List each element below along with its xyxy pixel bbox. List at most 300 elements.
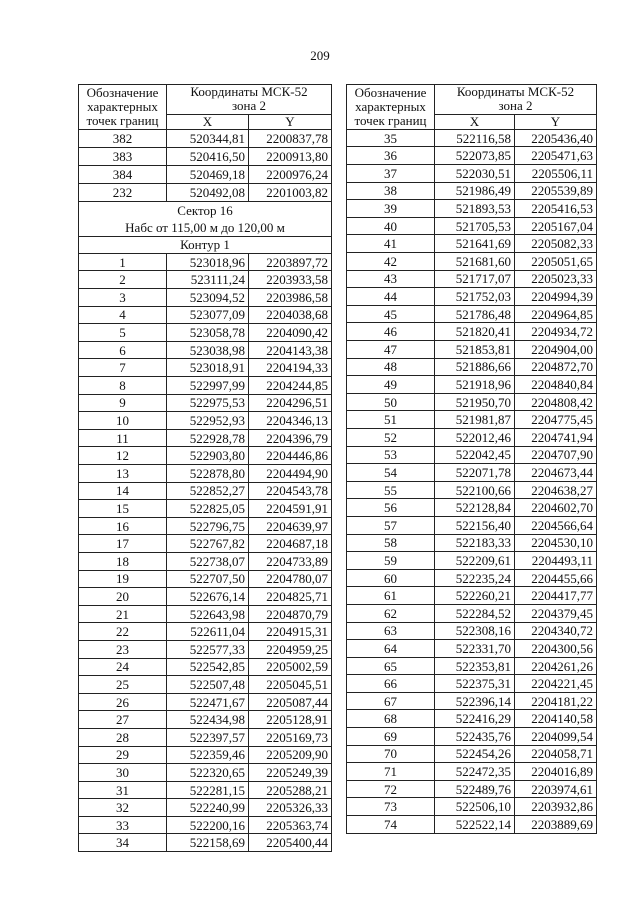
x-coordinate-cell: 522738,07	[167, 552, 249, 570]
point-number-cell: 14	[79, 482, 167, 500]
point-number-cell: 54	[347, 464, 435, 482]
y-coordinate-cell: 2203986,58	[249, 289, 332, 307]
x-coordinate-cell: 520416,50	[167, 147, 249, 165]
y-coordinate-cell: 2205023,33	[515, 270, 597, 288]
left-coordinates-table	[78, 84, 332, 852]
y-coordinate-cell: 2204099,54	[515, 728, 597, 746]
header-line: характерных	[355, 98, 426, 114]
header-line: зона 2	[498, 98, 533, 114]
y-coordinate-cell: 2203933,58	[249, 271, 332, 289]
point-number-cell: 58	[347, 534, 435, 552]
point-number-cell: 62	[347, 604, 435, 622]
header-line: точек границ	[354, 113, 427, 129]
x-coordinate-cell: 522454,26	[435, 745, 515, 763]
x-coordinate-cell: 522116,58	[435, 129, 515, 147]
header-line: Обозначение	[354, 84, 427, 100]
y-coordinate-cell: 2204038,68	[249, 306, 332, 324]
point-number-cell: 45	[347, 305, 435, 323]
table-row	[79, 552, 332, 570]
table-row	[79, 429, 332, 447]
table-row	[347, 411, 597, 429]
point-number-cell: 383	[79, 147, 167, 165]
point-designation-header	[79, 85, 167, 130]
point-number-cell: 8	[79, 377, 167, 395]
table-row	[79, 764, 332, 782]
y-coordinate-cell: 2204741,94	[515, 428, 597, 446]
point-number-cell: 23	[79, 640, 167, 658]
point-number-cell: 48	[347, 358, 435, 376]
contour-title: Контур 1	[79, 236, 332, 253]
table-row	[347, 446, 597, 464]
y-coordinate-cell: 2204808,42	[515, 393, 597, 411]
y-coordinate-cell: 2205082,33	[515, 235, 597, 253]
x-coordinate-cell: 522471,67	[167, 693, 249, 711]
y-coordinate-cell: 2205400,44	[249, 834, 332, 852]
x-coordinate-cell: 521981,87	[435, 411, 515, 429]
y-coordinate-cell: 2200913,80	[249, 147, 332, 165]
point-number-cell: 382	[79, 129, 167, 147]
x-coordinate-cell: 522260,21	[435, 587, 515, 605]
y-coordinate-cell: 2204140,58	[515, 710, 597, 728]
y-coordinate-cell: 2205363,74	[249, 816, 332, 834]
point-number-cell: 43	[347, 270, 435, 288]
table-row	[347, 481, 597, 499]
table-row	[79, 341, 332, 359]
x-coordinate-cell: 522100,66	[435, 481, 515, 499]
y-coordinate-cell: 2205436,40	[515, 129, 597, 147]
point-number-cell: 63	[347, 622, 435, 640]
y-coordinate-cell: 2204904,00	[515, 341, 597, 359]
point-number-cell: 13	[79, 465, 167, 483]
y-coordinate-cell: 2204455,66	[515, 569, 597, 587]
x-coordinate-cell: 522577,33	[167, 640, 249, 658]
y-coordinate-cell: 2205002,59	[249, 658, 332, 676]
y-coordinate-cell: 2204058,71	[515, 745, 597, 763]
point-number-cell: 17	[79, 535, 167, 553]
y-coordinate-cell: 2205051,65	[515, 253, 597, 271]
y-coordinate-cell: 2204446,86	[249, 447, 332, 465]
x-coordinate-cell: 522878,80	[167, 465, 249, 483]
table-row	[347, 569, 597, 587]
x-column-header: X	[167, 114, 249, 129]
table-row	[79, 640, 332, 658]
y-coordinate-cell: 2204417,77	[515, 587, 597, 605]
page-number: 209	[310, 48, 330, 63]
table-row	[79, 676, 332, 694]
point-number-cell: 61	[347, 587, 435, 605]
table-row	[79, 147, 332, 165]
point-number-cell: 1	[79, 253, 167, 271]
x-coordinate-cell: 522012,46	[435, 428, 515, 446]
x-coordinate-cell: 521717,07	[435, 270, 515, 288]
x-coordinate-cell: 523018,91	[167, 359, 249, 377]
table-row	[79, 711, 332, 729]
point-number-cell: 42	[347, 253, 435, 271]
x-coordinate-cell: 522472,35	[435, 763, 515, 781]
x-coordinate-cell: 522522,14	[435, 816, 515, 834]
x-coordinate-cell: 522353,81	[435, 657, 515, 675]
coordinates-header	[167, 85, 332, 115]
table-row	[347, 604, 597, 622]
y-coordinate-cell: 2204780,07	[249, 570, 332, 588]
table-row	[347, 816, 597, 834]
x-coordinate-cell: 522320,65	[167, 764, 249, 782]
point-number-cell: 232	[79, 183, 167, 201]
point-number-cell: 26	[79, 693, 167, 711]
x-coordinate-cell: 522284,52	[435, 604, 515, 622]
table-row	[347, 640, 597, 658]
y-coordinate-cell: 2205045,51	[249, 676, 332, 694]
y-coordinate-cell: 2204673,44	[515, 464, 597, 482]
table-row	[347, 270, 597, 288]
table-row	[79, 306, 332, 324]
x-coordinate-cell: 522375,31	[435, 675, 515, 693]
table-row	[79, 570, 332, 588]
x-coordinate-cell: 523111,24	[167, 271, 249, 289]
table-row	[347, 622, 597, 640]
x-coordinate-cell: 521705,53	[435, 217, 515, 235]
x-coordinate-cell: 523094,52	[167, 289, 249, 307]
y-coordinate-cell: 2204261,26	[515, 657, 597, 675]
point-number-cell: 51	[347, 411, 435, 429]
table-row	[79, 447, 332, 465]
y-coordinate-cell: 2204566,64	[515, 516, 597, 534]
x-coordinate-cell: 522235,24	[435, 569, 515, 587]
y-coordinate-cell: 2204543,78	[249, 482, 332, 500]
point-number-cell: 30	[79, 764, 167, 782]
x-coordinate-cell: 522416,29	[435, 710, 515, 728]
table-row	[347, 464, 597, 482]
table-header-row	[79, 85, 332, 115]
height-range: Набс от 115,00 м до 120,00 м	[79, 219, 332, 237]
y-coordinate-cell: 2204639,97	[249, 517, 332, 535]
table-row	[79, 412, 332, 430]
point-number-cell: 69	[347, 728, 435, 746]
header-line: Координаты МСК-52	[190, 84, 308, 99]
x-coordinate-cell: 523058,78	[167, 324, 249, 342]
y-coordinate-cell: 2204494,90	[249, 465, 332, 483]
table-row	[79, 834, 332, 852]
y-coordinate-cell: 2204934,72	[515, 323, 597, 341]
y-coordinate-cell: 2204244,85	[249, 377, 332, 395]
table-row	[347, 288, 597, 306]
point-number-cell: 29	[79, 746, 167, 764]
y-coordinate-cell: 2205087,44	[249, 693, 332, 711]
point-number-cell: 21	[79, 605, 167, 623]
x-coordinate-cell: 521641,69	[435, 235, 515, 253]
point-number-cell: 6	[79, 341, 167, 359]
point-number-cell: 57	[347, 516, 435, 534]
table-row	[79, 465, 332, 483]
y-coordinate-cell: 2205539,89	[515, 182, 597, 200]
point-number-cell: 41	[347, 235, 435, 253]
y-coordinate-cell: 2203897,72	[249, 253, 332, 271]
y-coordinate-cell: 2204493,11	[515, 552, 597, 570]
point-number-cell: 31	[79, 781, 167, 799]
table-row	[79, 394, 332, 412]
point-number-cell: 64	[347, 640, 435, 658]
table-row	[79, 253, 332, 271]
x-coordinate-cell: 522073,85	[435, 147, 515, 165]
table-row	[79, 183, 332, 201]
table-row	[79, 605, 332, 623]
point-number-cell: 65	[347, 657, 435, 675]
table-row	[347, 323, 597, 341]
y-coordinate-cell: 2204194,33	[249, 359, 332, 377]
table-row	[79, 658, 332, 676]
y-coordinate-cell: 2204296,51	[249, 394, 332, 412]
point-number-cell: 19	[79, 570, 167, 588]
y-coordinate-cell: 2205471,63	[515, 147, 597, 165]
x-coordinate-cell: 522903,80	[167, 447, 249, 465]
point-designation-header	[347, 85, 435, 130]
x-coordinate-cell: 521786,48	[435, 305, 515, 323]
x-coordinate-cell: 522796,75	[167, 517, 249, 535]
x-coordinate-cell: 521681,60	[435, 253, 515, 271]
table-row	[347, 235, 597, 253]
x-coordinate-cell: 522183,33	[435, 534, 515, 552]
x-coordinate-cell: 521820,41	[435, 323, 515, 341]
y-coordinate-cell: 2204346,13	[249, 412, 332, 430]
point-number-cell: 52	[347, 428, 435, 446]
point-number-cell: 74	[347, 816, 435, 834]
x-coordinate-cell: 521752,03	[435, 288, 515, 306]
table-row	[347, 182, 597, 200]
y-coordinate-cell: 2204872,70	[515, 358, 597, 376]
y-coordinate-cell: 2203974,61	[515, 780, 597, 798]
y-coordinate-cell: 2200837,78	[249, 129, 332, 147]
y-coordinate-cell: 2204221,45	[515, 675, 597, 693]
x-column-header: X	[435, 114, 515, 129]
table-row	[79, 799, 332, 817]
table-header-row	[347, 85, 597, 115]
table-row	[347, 499, 597, 517]
x-coordinate-cell: 520492,08	[167, 183, 249, 201]
x-coordinate-cell: 522611,04	[167, 623, 249, 641]
y-coordinate-cell: 2204530,10	[515, 534, 597, 552]
point-number-cell: 38	[347, 182, 435, 200]
table-row	[347, 534, 597, 552]
x-coordinate-cell: 520344,81	[167, 129, 249, 147]
y-coordinate-cell: 2204775,45	[515, 411, 597, 429]
x-coordinate-cell: 521918,96	[435, 376, 515, 394]
y-coordinate-cell: 2204090,42	[249, 324, 332, 342]
y-coordinate-cell: 2204591,91	[249, 500, 332, 518]
point-number-cell: 50	[347, 393, 435, 411]
point-number-cell: 68	[347, 710, 435, 728]
y-coordinate-cell: 2204825,71	[249, 588, 332, 606]
coordinates-header	[435, 85, 597, 115]
y-column-header: Y	[249, 114, 332, 129]
sector-title: Сектор 16	[79, 201, 332, 219]
point-number-cell: 36	[347, 147, 435, 165]
x-coordinate-cell: 522506,10	[435, 798, 515, 816]
point-number-cell: 59	[347, 552, 435, 570]
table-row	[347, 710, 597, 728]
sector-title-row	[79, 201, 332, 219]
x-coordinate-cell: 522434,98	[167, 711, 249, 729]
y-coordinate-cell: 2204840,84	[515, 376, 597, 394]
x-coordinate-cell: 522542,85	[167, 658, 249, 676]
x-coordinate-cell: 522359,46	[167, 746, 249, 764]
table-row	[347, 728, 597, 746]
y-coordinate-cell: 2205416,53	[515, 200, 597, 218]
table-row	[79, 359, 332, 377]
point-number-cell: 60	[347, 569, 435, 587]
point-number-cell: 39	[347, 200, 435, 218]
point-number-cell: 34	[79, 834, 167, 852]
table-row	[347, 587, 597, 605]
x-coordinate-cell: 522643,98	[167, 605, 249, 623]
table-row	[347, 217, 597, 235]
y-coordinate-cell: 2203889,69	[515, 816, 597, 834]
table-row	[79, 728, 332, 746]
y-coordinate-cell: 2204300,56	[515, 640, 597, 658]
point-number-cell: 18	[79, 552, 167, 570]
y-coordinate-cell: 2200976,24	[249, 165, 332, 183]
x-coordinate-cell: 522128,84	[435, 499, 515, 517]
x-coordinate-cell: 521950,70	[435, 393, 515, 411]
y-coordinate-cell: 2204959,25	[249, 640, 332, 658]
point-number-cell: 55	[347, 481, 435, 499]
x-coordinate-cell: 522240,99	[167, 799, 249, 817]
point-number-cell: 4	[79, 306, 167, 324]
header-line: Обозначение	[86, 84, 159, 100]
height-range-row	[79, 219, 332, 237]
header-line: точек границ	[86, 113, 159, 129]
table-row	[79, 746, 332, 764]
table-row	[347, 165, 597, 183]
table-row	[347, 393, 597, 411]
point-number-cell: 33	[79, 816, 167, 834]
point-number-cell: 56	[347, 499, 435, 517]
y-coordinate-cell: 2204707,90	[515, 446, 597, 464]
x-coordinate-cell: 522507,48	[167, 676, 249, 694]
x-coordinate-cell: 522952,93	[167, 412, 249, 430]
table-row	[79, 781, 332, 799]
table-row	[347, 129, 597, 147]
x-coordinate-cell: 522209,61	[435, 552, 515, 570]
point-number-cell: 7	[79, 359, 167, 377]
point-number-cell: 10	[79, 412, 167, 430]
point-number-cell: 12	[79, 447, 167, 465]
header-line: зона 2	[231, 98, 267, 114]
x-coordinate-cell: 522676,14	[167, 588, 249, 606]
x-coordinate-cell: 522852,27	[167, 482, 249, 500]
table-row	[347, 376, 597, 394]
point-number-cell: 22	[79, 623, 167, 641]
y-coordinate-cell: 2204915,31	[249, 623, 332, 641]
table-row	[79, 588, 332, 606]
point-number-cell: 5	[79, 324, 167, 342]
table-row	[347, 798, 597, 816]
y-coordinate-cell: 2204638,27	[515, 481, 597, 499]
table-row	[347, 657, 597, 675]
x-coordinate-cell: 522825,05	[167, 500, 249, 518]
x-coordinate-cell: 522156,40	[435, 516, 515, 534]
y-coordinate-cell: 2204396,79	[249, 429, 332, 447]
table-row	[79, 165, 332, 183]
x-coordinate-cell: 522071,78	[435, 464, 515, 482]
y-coordinate-cell: 2205326,33	[249, 799, 332, 817]
table-row	[347, 200, 597, 218]
point-number-cell: 28	[79, 728, 167, 746]
table-row	[347, 763, 597, 781]
y-coordinate-cell: 2204687,18	[249, 535, 332, 553]
x-coordinate-cell: 521886,66	[435, 358, 515, 376]
table-row	[347, 675, 597, 693]
header-line: Координаты МСК-52	[456, 84, 575, 99]
y-coordinate-cell: 2204143,38	[249, 341, 332, 359]
point-number-cell: 384	[79, 165, 167, 183]
y-coordinate-cell: 2204181,22	[515, 692, 597, 710]
y-coordinate-cell: 2205249,39	[249, 764, 332, 782]
point-number-cell: 67	[347, 692, 435, 710]
x-coordinate-cell: 522928,78	[167, 429, 249, 447]
point-number-cell: 66	[347, 675, 435, 693]
table-row	[347, 305, 597, 323]
y-coordinate-cell: 2204994,39	[515, 288, 597, 306]
y-coordinate-cell: 2204379,45	[515, 604, 597, 622]
table-row	[347, 552, 597, 570]
point-number-cell: 72	[347, 780, 435, 798]
contour-title-row	[79, 236, 332, 253]
y-coordinate-cell: 2205128,91	[249, 711, 332, 729]
y-coordinate-cell: 2204733,89	[249, 552, 332, 570]
table-row	[79, 535, 332, 553]
point-number-cell: 20	[79, 588, 167, 606]
table-row	[347, 516, 597, 534]
y-column-header: Y	[515, 114, 597, 129]
point-number-cell: 46	[347, 323, 435, 341]
table-row	[347, 358, 597, 376]
x-coordinate-cell: 522331,70	[435, 640, 515, 658]
table-row	[79, 816, 332, 834]
x-coordinate-cell: 522997,99	[167, 377, 249, 395]
table-row	[79, 271, 332, 289]
y-coordinate-cell: 2201003,82	[249, 183, 332, 201]
point-number-cell: 27	[79, 711, 167, 729]
y-coordinate-cell: 2205167,04	[515, 217, 597, 235]
table-row	[79, 623, 332, 641]
point-number-cell: 11	[79, 429, 167, 447]
point-number-cell: 49	[347, 376, 435, 394]
point-number-cell: 71	[347, 763, 435, 781]
y-coordinate-cell: 2205506,11	[515, 165, 597, 183]
x-coordinate-cell: 522308,16	[435, 622, 515, 640]
y-coordinate-cell: 2205169,73	[249, 728, 332, 746]
point-number-cell: 40	[347, 217, 435, 235]
x-coordinate-cell: 521986,49	[435, 182, 515, 200]
x-coordinate-cell: 523077,09	[167, 306, 249, 324]
table-row	[347, 780, 597, 798]
x-coordinate-cell: 522200,16	[167, 816, 249, 834]
x-coordinate-cell: 522158,69	[167, 834, 249, 852]
table-row	[347, 341, 597, 359]
point-number-cell: 44	[347, 288, 435, 306]
point-number-cell: 37	[347, 165, 435, 183]
point-number-cell: 16	[79, 517, 167, 535]
point-number-cell: 9	[79, 394, 167, 412]
point-number-cell: 24	[79, 658, 167, 676]
x-coordinate-cell: 522281,15	[167, 781, 249, 799]
x-coordinate-cell: 522489,76	[435, 780, 515, 798]
point-number-cell: 2	[79, 271, 167, 289]
header-line: характерных	[87, 98, 158, 114]
y-coordinate-cell: 2205209,90	[249, 746, 332, 764]
y-coordinate-cell: 2204602,70	[515, 499, 597, 517]
point-number-cell: 25	[79, 676, 167, 694]
